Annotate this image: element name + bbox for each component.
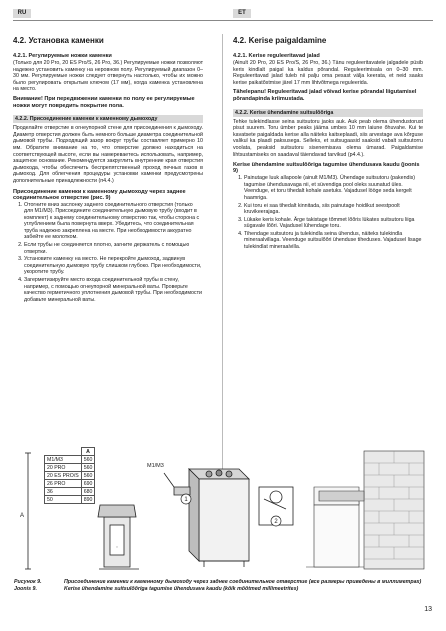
- page-number: 13: [424, 606, 432, 613]
- callout-2-number: 2: [274, 519, 278, 526]
- list-item: 3. Установите каменку на место. Не перекройте дымоход, задвинув соединительную дымовую трубу слишком глубоко. При необходимости, укоротите трубу.: [24, 256, 203, 276]
- caption-ru-text: Присоединение каменки к каменному дымоходу через заднее соединительное отверстие (все размеры приведены в миллиметрах): [64, 579, 422, 585]
- stove-side-drawing: [25, 453, 139, 569]
- steps-list-ru: [13, 202, 203, 304]
- subsection-title-ru-3: Присоединение каменки к каменному дымоходу через заднее соединительное отверстие (рис. 9): [13, 188, 186, 201]
- paragraph-et-1: (Ainult 20 Pro, 20 ES Pro/S, 26 Pro, 36.) Tänu reguleeritavatele jalgadele püsib keris kindlalt paigal ka kaldus põrandal. Reguleerimisala on 0–30 mm. Reguleeritavad jalad tuleb nii palju oma pesast välja keerata, et neid saaks kerise paikatõstmise järel 17 mm lihtvõtmega reguleerida.: [233, 60, 423, 86]
- list-item: 2. Kui toru ei saa tihedalt kinnitada, siis painutage hoidikut seestpoolt kruvikeerajaga.: [244, 203, 423, 216]
- table-row: 26 PRO 690: [45, 480, 95, 488]
- column-divider: [222, 34, 223, 514]
- figure-caption: [14, 579, 432, 593]
- section-title-et: 4.2. Kerise paigaldamine: [233, 36, 327, 45]
- column-et: [233, 36, 423, 252]
- lang-tag-et: ET: [233, 9, 251, 18]
- list-item: 4. Tihendage suitsutoru ja tulekindla seina ühendus, näiteks tulekindla mineraalvillaga. Veenduge suitsulõõri ühenduse tiheduses. Vajadusel lisage tulekindlat mineraalvilla.: [244, 231, 423, 251]
- paragraph-ru-1: (Только для 20 Pro, 20 ES Pro/S, 26 Pro, 36.) Регулируемые ножки позволяют надежно установить каменку на неровном полу. Регулируемый диапазон 0–30 мм. Регулируемые ножки следует отвернуть настолько, чтобы их можно было регулировать открытым ключом (17 мм), когда каменка установлена на место.: [13, 60, 203, 93]
- subsection-title-ru-1: 4.2.1. Регулируемые ножки каменки: [13, 53, 112, 59]
- column-ru: [13, 36, 203, 304]
- warning-ru: Внимание! При передвижении каменки по полу ее регулируемые ножки могут повредить покрытие пола.: [13, 95, 195, 109]
- subsection-title-et-3: Kerise ühendamine suitsulõõriga tagumise ühendusava kaudu (joonis 9): [233, 162, 420, 175]
- brick-chimney: [306, 451, 424, 569]
- table-row: 36 680: [45, 488, 95, 496]
- subsection-title-ru-2: 4.2.2. Присоединение каменки к каменному дымоходу: [13, 115, 203, 123]
- list-item: 4. Загерметизируйте место входа соединительной трубы в стену, например, с помощью огнеупорной минеральной ваты. Проверьте качество герметичного уплотнения дымовой трубы. При необходимости добавьте минеральной ваты.: [24, 277, 203, 303]
- list-item: 1. Отогните вниз заслонку заднего соединительного отверстия (только для M1/M3). Присоедините соединительную дымовую трубу (входит в комплект) к заднему соединительному отверстию так, чтобы сторона с углублением была повернута вверх. Убедитесь, что соединительная труба надежно закреплена на месте. При необходимости аккуратно забейте ее молотком.: [24, 202, 203, 242]
- table-header: A: [81, 448, 95, 456]
- table-row: M1/M3 560: [45, 456, 95, 464]
- section-title-ru: 4.2. Установка каменки: [13, 36, 104, 45]
- table-row: 50 890: [45, 496, 95, 504]
- stove-installation-illustration: [14, 447, 432, 575]
- subsection-title-et-2: 4.2.2. Kerise ühendamine suitsulõõriga: [233, 109, 423, 117]
- caption-ru: [14, 579, 432, 586]
- steps-list-et: [233, 175, 423, 251]
- m1m3-label: M1/M3: [147, 463, 164, 469]
- header-rule: [13, 20, 433, 21]
- caption-et-label: Joonis 9.: [14, 585, 37, 592]
- table-row: 20 PRO 560: [45, 464, 95, 472]
- subsection-title-et-1: 4.2.1. Kerise reguleeritavad jalad: [233, 53, 320, 59]
- caption-ru-label: Рисунок 9.: [14, 579, 42, 585]
- caption-et-text: Kerise ühendamine suitsulõõriga tagumise ühendusava kaudu (kõik mõõtmed millimeetrites): [64, 585, 299, 592]
- warning-et: Tähelepanu! Reguleeritavad jalad võivad kerise põrandal liigutamisel põrandapinda kriimustada.: [233, 89, 417, 102]
- paragraph-et-2: Tehke tulekindlasse seina suitsutoru jaoks auk. Auk peab olema ühendustorust pisut suurem. Toru ümber peaks jääma umbes 10 mm laiune õhuvahe. Kui te kavatsete paigaldada kerise alla näiteks kaitseplaadi, siis arvestage ava kõrguse valikul ka plaadi paksusega. Selleks, et suitsugaasid saaksid vabalt suitsutorru voolata, peaksid suitsutoru sisenemisava olema ümarad. Paigaldamise lihtsustamiseks on saadaval täiendavad tarvikud (p4.4.).: [233, 118, 423, 158]
- callout-1-number: 1: [184, 497, 188, 504]
- list-item: 1. Painutage luuk allapoole (ainult M1/M3). Ühendage suitsutoru (pakendis) tagumise ühendusavaga nii, et süvendiga pool oleks suunatud üles. Veenduge, et toru tihedalt kohale asetuks. Vajadusel lööge seda kergelt haamriga.: [244, 175, 423, 201]
- dimension-a-label: A: [20, 513, 25, 519]
- list-item: 3. Lükake keris kohale. Ärge takistage tõmmet lõõris lükates suitsutoru liiga sügavale lõõri. Vajadusel lühendage toru.: [244, 217, 423, 230]
- list-item: 2. Если трубы не соединяется плотно, загните держатель с помощью отвертки.: [24, 242, 203, 255]
- figure-9: [14, 447, 432, 575]
- lang-tag-ru: RU: [13, 9, 31, 18]
- caption-et: [14, 586, 432, 593]
- paragraph-ru-2: Проделайте отверстие в огнеупорной стене для присоединения к дымоходу. Диаметр отверстия должен быть немного больше диаметра соединительной дымовой трубы. Подходящий зазор вокруг трубы составляет примерно 10 мм. Обратите внимание на то, что отверстие должно находиться на соответствующей высоте, если вы намереваетесь использовать, например, защитное основание. Рекомендуется закруглить внутренние края отверстия дымохода, чтобы обеспечить беспрепятственный проход печных газов в дымоход. Для облегчения процедуры установки каменки предусмотрены дополнительные принадлежности (п4.4.): [13, 125, 203, 184]
- table-row: 20 ES PRO/S 560: [45, 472, 95, 480]
